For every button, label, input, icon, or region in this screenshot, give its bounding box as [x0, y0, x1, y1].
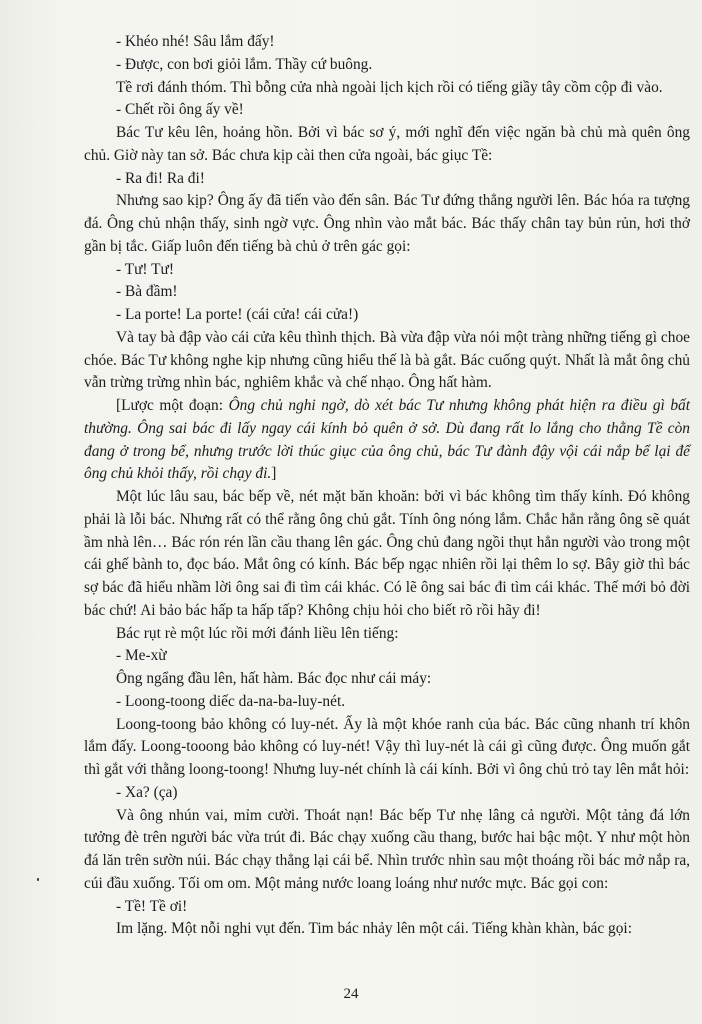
paragraph: - Me-xừ [116, 647, 167, 665]
paragraph: - Bà đầm! [116, 283, 178, 301]
paragraph: - Tư! Tư! [116, 260, 175, 278]
omitted-passage-summary: Ông chủ nghi ngờ, dò xét bác Tư nhưng không phát hiện ra điều gì bất thường. Ông sai bác đi lấy ngay cái kính bỏ quên ở sở. Dù đang rất lo lắng cho thằng Tề còn đang ở trong bể, nhưng trước lời thúc giục của ông chủ, bác Tư đành đậy vội cái nắp bể lại để ông chủ khỏi thấy, rồi chạy đi. [84, 397, 690, 483]
paragraph: Và tay bà đập vào cái cửa kêu thình thịch. Bà vừa đập vừa nói một tràng những tiếng gì choe chóe. Bác Tư không nghe kịp nhưng cũng hiểu thế là bà gắt. Bác cuống quýt. Nhất là mắt ông chủ vẫn trừng trừng nhìn bác, nghiêm khắc và chế nhạo. Ông hất hàm. [84, 328, 690, 392]
paragraph: Và ông nhún vai, mỉm cười. Thoát nạn! Bác bếp Tư nhẹ lâng cả người. Một tảng đá lớn tưởng đè trên người bác vừa trút đi. Bác chạy xuống cầu thang, bước hai bậc một. Y như một hòn đá lăn trên sườn núi. Bác chạy thẳng lại cái bể. Nhìn trước nhìn sau một thoáng rồi bác mở nắp ra, cúi đầu xuống. Tối om om. Một mảng nước loang loáng như nước mực. Bác gọi con: [84, 806, 690, 892]
paragraph: Một lúc lâu sau, bác bếp về, nét mặt băn khoăn: bởi vì bác không tìm thấy kính. Đó không phải là lỗi bác. Nhưng rất có thể rằng ông chủ gắt. Tính ông nóng lắm. Chắc hẳn rằng ông sẽ quát ầm nhà lên… Bác rón rén lần cầu thang lên gác. Ông chủ đang ngồi thụt hẳn người vào trong một cái ghế bành to, đọc báo. Mắt ông có kính. Bác bếp ngạc nhiên rồi lại thêm lo sợ. Bây giờ thì bác sợ bác đã hiểu nhầm lời ông sai đi tìm cái khác. Có lẽ ông sai bác đi tìm cái khác. Thế mới bỏ đời bác chứ! Ai bảo bác hấp ta hấp tấp? Không chịu hỏi cho biết rõ rồi hãy đi! [84, 488, 690, 619]
paragraph: Tề rơi đánh thóm. Thì bỗng cửa nhà ngoài lịch kịch rồi có tiếng giầy tây cồm cộp đi vào. [116, 78, 663, 96]
paragraph: - Xa? (ça) [116, 783, 178, 801]
paragraph: Im lặng. Một nỗi nghi vụt đến. Tim bác nhảy lên một cái. Tiếng khàn khàn, bác gọi: [116, 920, 632, 938]
paragraph: - Loong-toong diếc da-na-ba-luy-nét. [116, 692, 346, 710]
paragraph: Loong-toong bảo không có luy-nét. Ấy là một khóe ranh của bác. Bác cũng nhanh trí khôn lắm đấy. Loong-tooong bảo không có luy-nét! Vậy thì luy-nét là cái gì cũng được. Ông muốn gắt thì gắt với thằng loong-toong! Nhưng luy-nét chính là cái kính. Bởi vì ông chủ trỏ tay lên mắt hỏi: [84, 715, 690, 778]
page-number: 24 [343, 986, 359, 1002]
paragraph: Ông ngẩng đầu lên, hất hàm. Bác đọc như cái máy: [116, 670, 432, 687]
paragraph: - La porte! La porte! (cái cửa! cái cửa!) [116, 306, 359, 323]
paragraph: Nhưng sao kịp? Ông ấy đã tiến vào đến sân. Bác Tư đứng thẳng người lên. Bác hóa ra tượng đá. Ông chủ nhận thấy, sinh ngờ vực. Ông nhìn vào mắt bác. Bác thấy chân tay bủn rủn, hơi thở gần bị tắc. Giấp luôn đến tiếng bà chủ ở trên gác gọi: [84, 192, 690, 255]
body-text [84, 31, 690, 941]
paragraph: Bác rụt rè một lúc rồi mới đánh liều lên tiếng: [116, 624, 399, 642]
paragraph: - Ra đi! Ra đi! [116, 169, 205, 187]
print-speck [37, 878, 39, 881]
omitted-passage-close: ] [271, 465, 277, 483]
paragraph: Bác Tư kêu lên, hoảng hồn. Bởi vì bác sơ ý, mới nghĩ đến việc ngăn bà chủ mà quên ông chủ. Giờ này tan sở. Bác chưa kịp cài then cửa ngoài, bác giục Tề: [84, 124, 690, 164]
omitted-passage-open: [Lược một đoạn: [116, 397, 229, 414]
paragraph: - Chết rồi ông ấy về! [116, 101, 244, 119]
omitted-passage-note [84, 395, 690, 486]
paragraph: - Khéo nhé! Sâu lắm đấy! [116, 33, 275, 50]
paragraph: - Được, con bơi giỏi lắm. Thầy cứ buông. [116, 55, 373, 73]
paragraph: - Tề! Tề ơi! [116, 897, 188, 915]
